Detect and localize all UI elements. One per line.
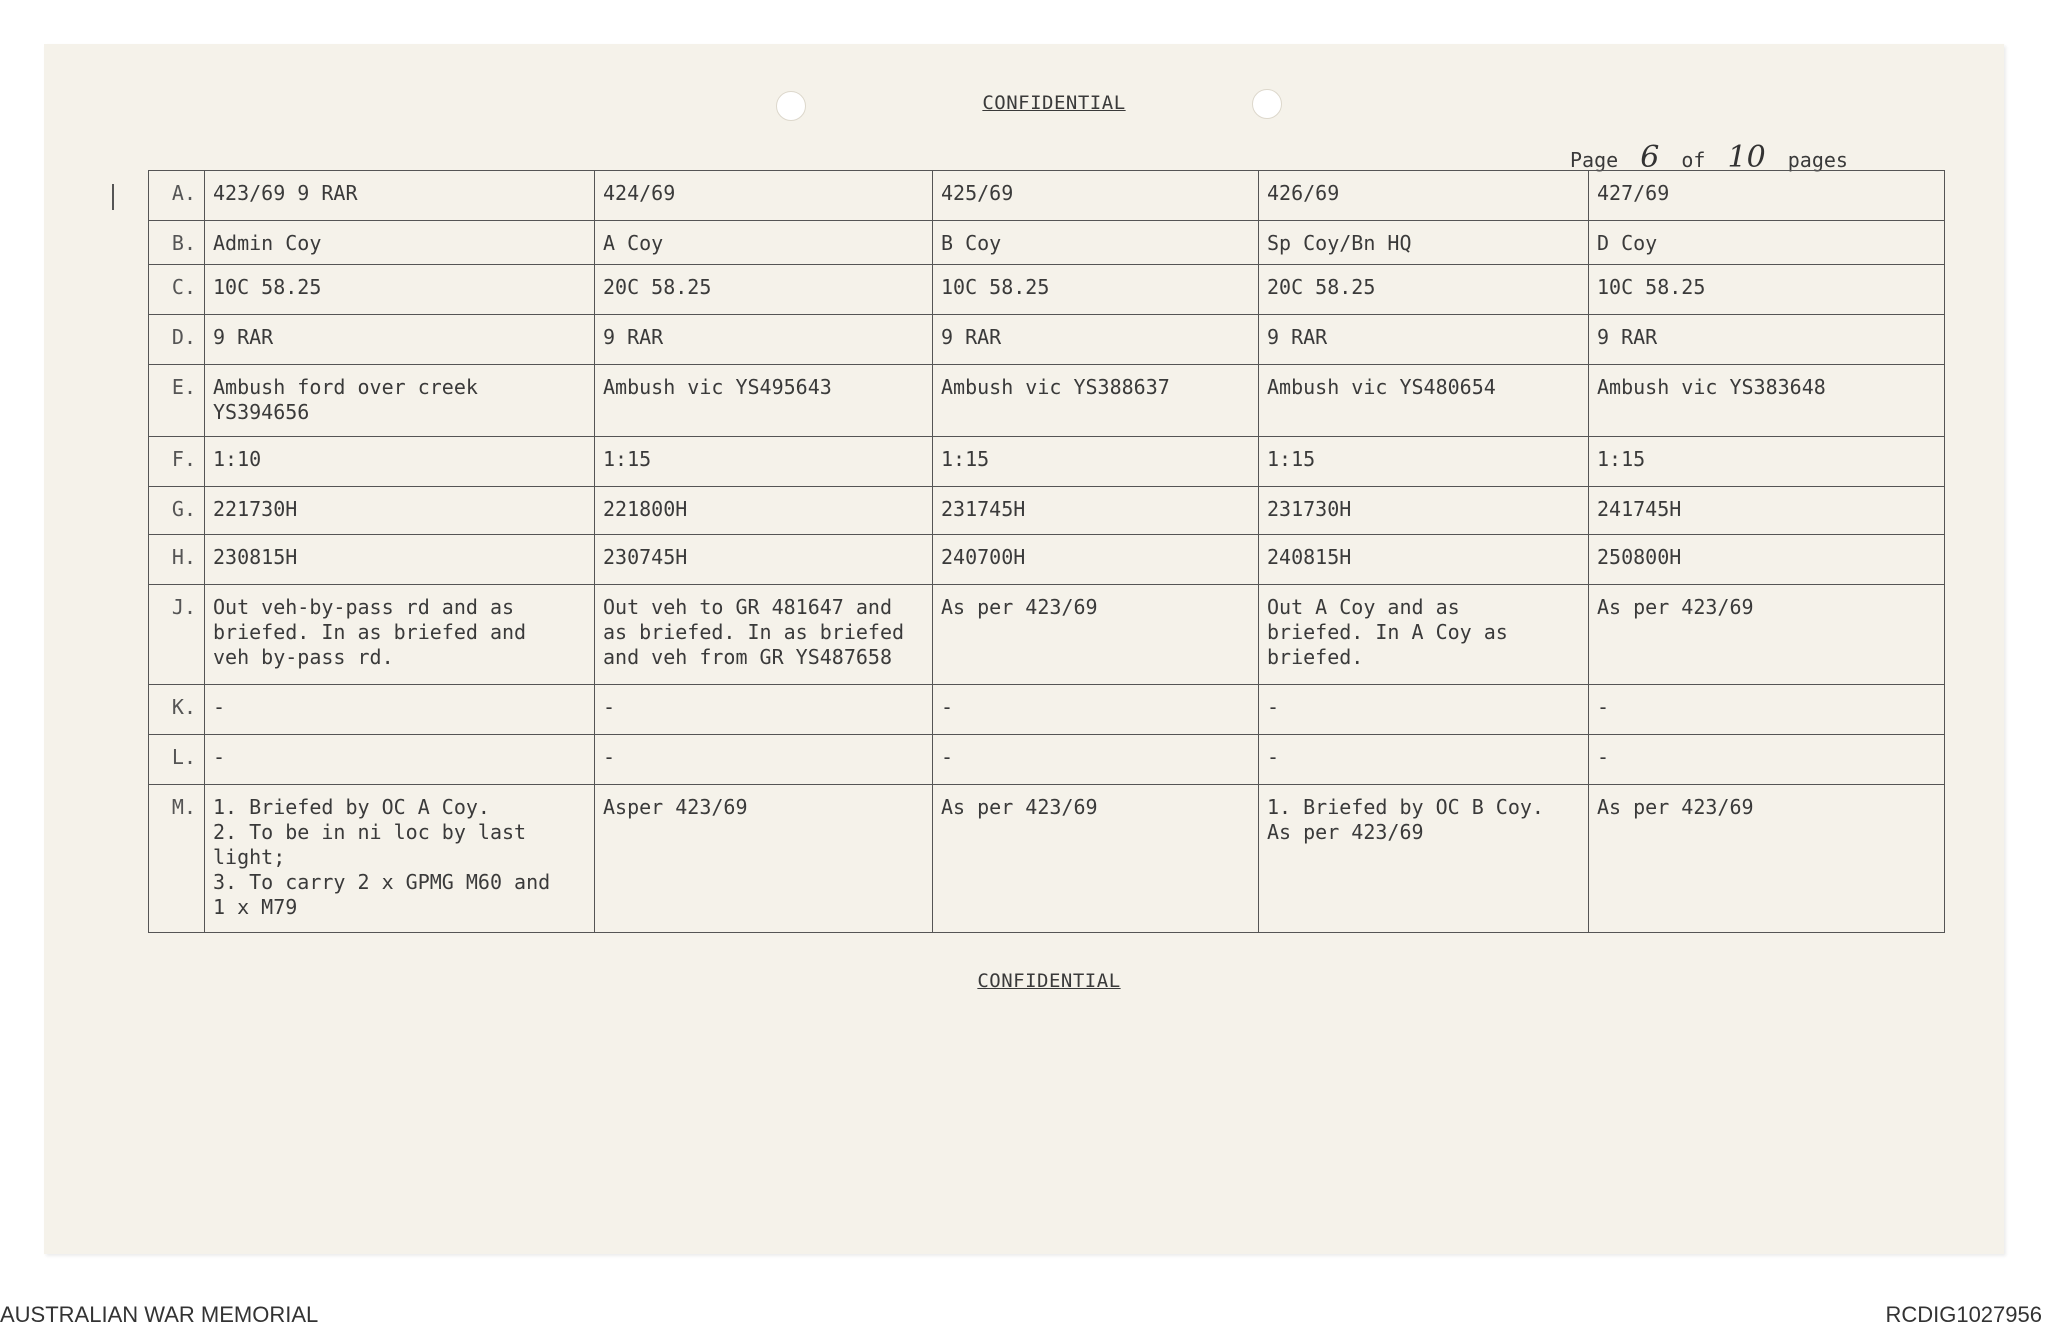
table-cell: 221730H (205, 487, 595, 535)
table-cell: - (1589, 735, 1945, 785)
row-label: H. (149, 535, 205, 585)
table-cell: - (1589, 685, 1945, 735)
table-cell: 427/69 (1589, 171, 1945, 221)
table-row (149, 315, 1945, 365)
table-cell: Ambush vic YS495643 (595, 365, 933, 437)
table-cell: 230745H (595, 535, 933, 585)
row-label: M. (149, 785, 205, 933)
table-cell: Sp Coy/Bn HQ (1259, 221, 1589, 265)
table-row (149, 365, 1945, 437)
table-row (149, 487, 1945, 535)
table-cell: 1:15 (1589, 437, 1945, 487)
table-cell: 9 RAR (205, 315, 595, 365)
table-cell: D Coy (1589, 221, 1945, 265)
table-cell: 1:15 (595, 437, 933, 487)
table-cell: As per 423/69 (1589, 585, 1945, 685)
table-cell: Out veh-by-pass rd and as briefed. In as briefed and veh by-pass rd. (205, 585, 595, 685)
row-label: F. (149, 437, 205, 487)
operations-table (148, 170, 1945, 933)
table-cell: 1:10 (205, 437, 595, 487)
table-cell: A Coy (595, 221, 933, 265)
table-cell: 426/69 (1259, 171, 1589, 221)
page-total: 10 (1727, 140, 1766, 175)
table-cell: 9 RAR (1259, 315, 1589, 365)
table-cell: 230815H (205, 535, 595, 585)
row-label: K. (149, 685, 205, 735)
table-row (149, 265, 1945, 315)
table-cell: 1:15 (933, 437, 1259, 487)
table-cell: As per 423/69 (933, 585, 1259, 685)
table-cell: 10C 58.25 (205, 265, 595, 315)
table-row (149, 735, 1945, 785)
table-row (149, 585, 1945, 685)
archive-credit: AUSTRALIAN WAR MEMORIAL (0, 1302, 319, 1327)
table-cell: Ambush vic YS383648 (1589, 365, 1945, 437)
table-cell: 250800H (1589, 535, 1945, 585)
table-row (149, 171, 1945, 221)
table-cell: 221800H (595, 487, 933, 535)
table-cell: - (933, 735, 1259, 785)
table-row (149, 685, 1945, 735)
table-cell: 1. Briefed by OC B Coy. As per 423/69 (1259, 785, 1589, 933)
table-body (149, 171, 1945, 933)
page-number: 6 (1640, 140, 1660, 175)
row-label: J. (149, 585, 205, 685)
classification-heading-top: CONFIDENTIAL (982, 92, 1126, 114)
table-cell: - (1259, 735, 1589, 785)
table-cell: 9 RAR (595, 315, 933, 365)
table-cell: 231730H (1259, 487, 1589, 535)
table-cell: Ambush vic YS388637 (933, 365, 1259, 437)
row-label: E. (149, 365, 205, 437)
table-cell: Asper 423/69 (595, 785, 933, 933)
table-cell: 1:15 (1259, 437, 1589, 487)
archive-reference: RCDIG1027956 (1885, 1302, 2042, 1327)
page-label: Page (1570, 148, 1619, 172)
table-cell: As per 423/69 (1589, 785, 1945, 933)
table-cell: 9 RAR (1589, 315, 1945, 365)
table-cell: Out A Coy and as briefed. In A Coy as briefed. (1259, 585, 1589, 685)
table-cell: 20C 58.25 (1259, 265, 1589, 315)
table-cell: - (205, 685, 595, 735)
classification-heading-bottom: CONFIDENTIAL (977, 970, 1121, 992)
row-label: B. (149, 221, 205, 265)
table-cell: 423/69 9 RAR (205, 171, 595, 221)
row-label: C. (149, 265, 205, 315)
table-cell: B Coy (933, 221, 1259, 265)
table-cell: As per 423/69 (933, 785, 1259, 933)
page-suffix: pages (1787, 148, 1848, 172)
row-label: D. (149, 315, 205, 365)
table-cell: Ambush ford over creek YS394656 (205, 365, 595, 437)
table-cell: 240700H (933, 535, 1259, 585)
table-cell: 10C 58.25 (1589, 265, 1945, 315)
table-row (149, 221, 1945, 265)
table-row (149, 785, 1945, 933)
table-cell: - (1259, 685, 1589, 735)
table-cell: - (933, 685, 1259, 735)
row-label: L. (149, 735, 205, 785)
table-cell: 20C 58.25 (595, 265, 933, 315)
table-cell: 240815H (1259, 535, 1589, 585)
table-cell: 1. Briefed by OC A Coy. 2. To be in ni loc by last light; 3. To carry 2 x GPMG M60 and 1 x M79 (205, 785, 595, 933)
row-label: G. (149, 487, 205, 535)
table-cell: 241745H (1589, 487, 1945, 535)
table-cell: - (595, 735, 933, 785)
table-row (149, 437, 1945, 487)
table-cell: Admin Coy (205, 221, 595, 265)
table-row (149, 535, 1945, 585)
page-of: of (1681, 148, 1706, 172)
table-cell: - (595, 685, 933, 735)
table-cell: 424/69 (595, 171, 933, 221)
table-cell: - (205, 735, 595, 785)
row-label: A. (149, 171, 205, 221)
margin-mark (112, 184, 114, 210)
table-cell: 10C 58.25 (933, 265, 1259, 315)
table-cell: Ambush vic YS480654 (1259, 365, 1589, 437)
table-cell: Out veh to GR 481647 and as briefed. In as briefed and veh from GR YS487658 (595, 585, 933, 685)
table-cell: 9 RAR (933, 315, 1259, 365)
table-cell: 231745H (933, 487, 1259, 535)
table-cell: 425/69 (933, 171, 1259, 221)
